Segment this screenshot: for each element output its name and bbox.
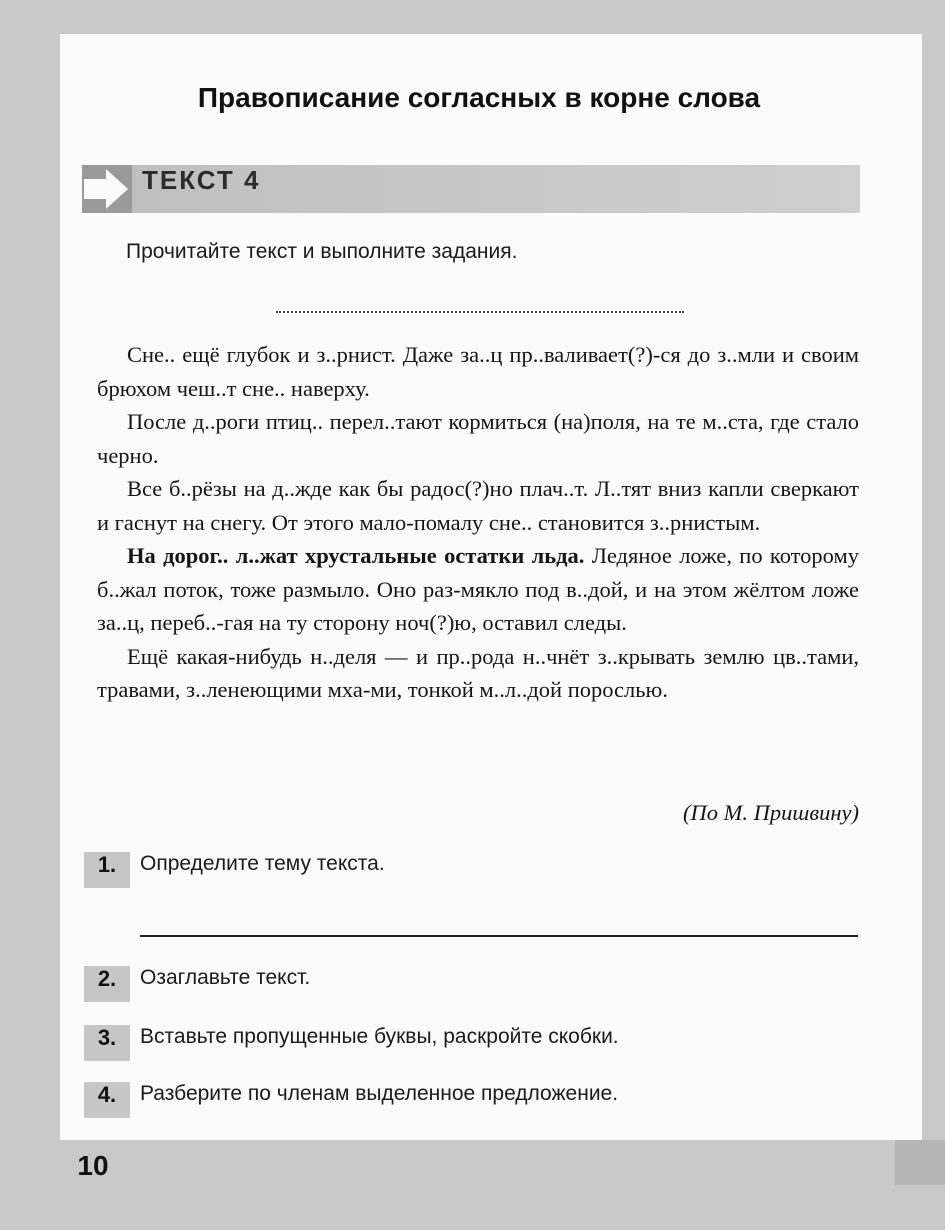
paragraph-5: Ещё какая-нибудь н..деля — и пр..рода н..чнёт з..крывать землю цв..тами, травами, з..ленеющими мха-ми, тонкой м..л..дой порослью. — [97, 643, 859, 702]
paragraph-3: Все б..рёзы на д..жде как бы радос(?)но плач..т. Л..тят вниз капли сверкают и гаснут на снегу. От этого мало-помалу сне.. становится з..рнистым. — [97, 476, 859, 535]
task-text: Определите тему текста. — [140, 852, 385, 875]
highlighted-sentence: На дорог.. л..жат хрустальные остатки льда. — [127, 543, 585, 568]
paragraph-4 — [97, 539, 859, 640]
paragraph-2: После д..роги птиц.. перел..тают кормиться (на)поля, на те м..ста, где стало черно. — [97, 409, 859, 468]
arrow-right-icon — [82, 165, 132, 213]
task-text: Разберите по членам выделенное предложение. — [140, 1082, 619, 1105]
task-number: 1. — [84, 852, 130, 888]
footer-band — [0, 1140, 945, 1185]
section-banner — [82, 165, 860, 213]
task-number: 3. — [84, 1025, 130, 1061]
reading-text — [97, 338, 859, 707]
section-label: ТЕКСТ 4 — [142, 165, 261, 195]
task-number: 4. — [84, 1082, 130, 1118]
instruction-text: Прочитайте текст и выполните задания. — [126, 240, 518, 263]
paragraph-4-rest: Ледяное ложе, по которому б..жал поток, тоже размыло. Оно раз-мякло под в..дой, и на этом жёлтом ложе за..ц, переб..-гая на ту сторону ноч(?)ю, оставил следы. — [97, 543, 859, 635]
task-text: Озаглавьте текст. — [140, 966, 311, 989]
page-number: 10 — [77, 1150, 109, 1181]
dotted-divider — [276, 311, 684, 313]
task-text: Вставьте пропущенные буквы, раскройте скобки. — [140, 1025, 619, 1048]
paragraph-1: Сне.. ещё глубок и з..рнист. Даже за..ц пр..валивает(?)-ся до з..мли и своим брюхом чеш..т сне.. наверху. — [97, 342, 859, 401]
task-number: 2. — [84, 966, 130, 1002]
page-title: Правописание согласных в корне слова — [197, 82, 761, 113]
answer-line[interactable] — [140, 935, 858, 937]
author-credit: (По М. Пришвину) — [682, 800, 859, 825]
footer-band-corner — [895, 1140, 945, 1185]
